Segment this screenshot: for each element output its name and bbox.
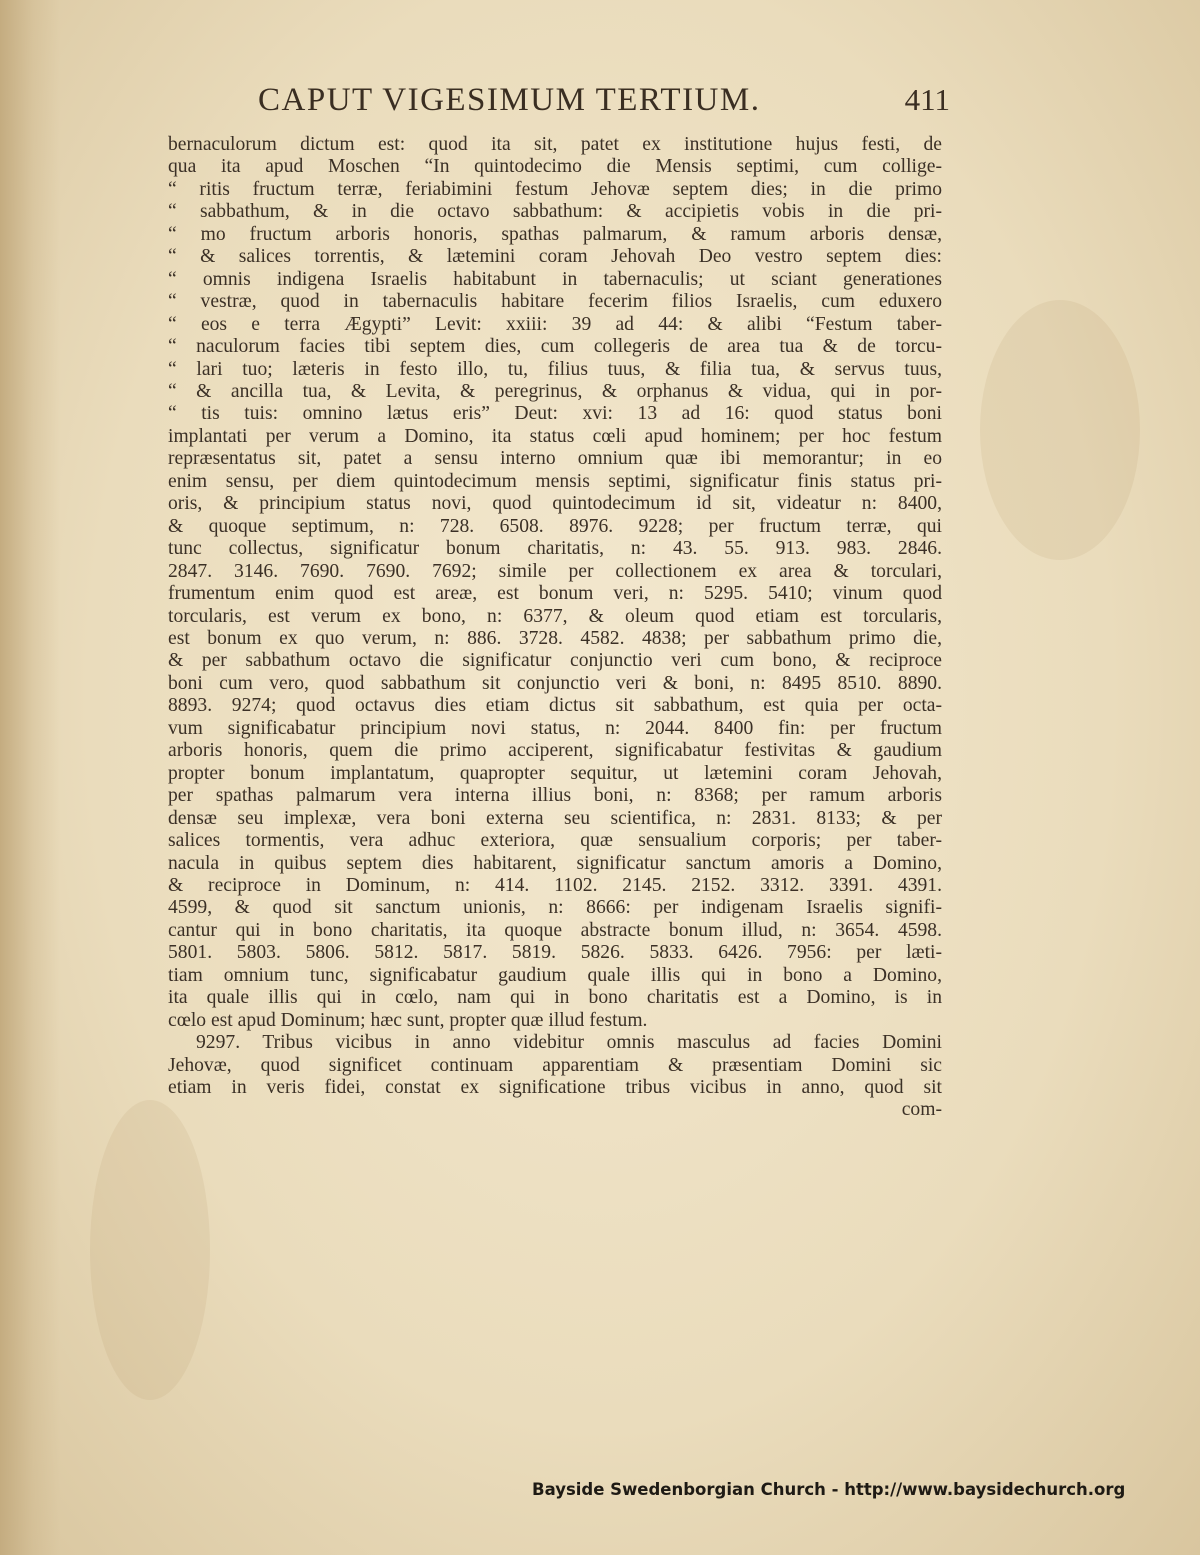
text-line: cœlo est apud Dominum; hæc sunt, propter quæ illud festum. — [168, 1009, 648, 1031]
text-line: 4599, & quod sit sanctum unionis, n: 8666: per indigenam Israelis signifi- — [168, 897, 942, 919]
text-line: “ naculorum facies tibi septem dies, cum collegeris de area tua & de torcu- — [168, 336, 942, 358]
text-line: repræsentatus sit, patet a sensu interno omnium quæ ibi memorantur; in eo — [168, 448, 942, 470]
catchword: com- — [901, 1099, 942, 1121]
text-line: cantur qui in bono charitatis, ita quoque abstracte bonum illud, n: 3654. 4598. — [168, 919, 942, 941]
text-line: per spathas palmarum vera interna illius boni, n: 8368; per ramum arboris — [168, 785, 942, 807]
text-line: “ eos e terra Ægypti” Levit: xxiii: 39 ad 44: & alibi “Festum taber- — [168, 313, 942, 335]
text-line: & quoque septimum, n: 728. 6508. 8976. 9228; per fructum terræ, qui — [168, 515, 942, 537]
text-line: enim sensu, per diem quintodecimum mensis septimi, significatur finis status pri- — [168, 470, 942, 492]
text-line: implantati per verum a Domino, ita status cœli apud hominem; per hoc festum — [168, 425, 942, 447]
text-line: qua ita apud Moschen “In quintodecimo die Mensis septimi, cum collige- — [168, 156, 942, 178]
text-line: “ lari tuo; læteris in festo illo, tu, filius tuus, & filia tua, & servus tuus, — [168, 358, 942, 380]
text-line: 2847. 3146. 7690. 7690. 7692; simile per collectionem ex area & torculari, — [168, 560, 942, 582]
text-line: est bonum ex quo verum, n: 886. 3728. 4582. 4838; per sabbathum primo die, — [168, 627, 942, 649]
paper-stain — [980, 300, 1140, 560]
footer-credit: Bayside Swedenborgian Church - http://www.baysidechurch.org — [532, 1480, 1126, 1499]
text-line: “ & ancilla tua, & Levita, & peregrinus, & orphanus & vidua, qui in por- — [168, 380, 942, 402]
text-line: vum significabatur principium novi status, n: 2044. 8400 fin: per fructum — [168, 717, 942, 739]
chapter-title: CAPUT VIGESIMUM TERTIUM. — [258, 82, 761, 118]
text-line: 8893. 9274; quod octavus dies etiam dictus sit sabbathum, est quia per octa- — [168, 695, 942, 717]
paper-stain — [90, 1100, 210, 1400]
text-line: “ & salices torrentis, & lætemini coram Jehovah Deo vestro septem dies: — [168, 246, 942, 268]
text-line: “ mo fructum arboris honoris, spathas palmarum, & ramum arboris densæ, — [168, 223, 942, 245]
text-line: nacula in quibus septem dies habitarent, significatur sanctum amoris a Domino, — [168, 852, 942, 874]
page-number: 411 — [904, 82, 950, 117]
text-line: 5801. 5803. 5806. 5812. 5817. 5819. 5826. 5833. 6426. 7956: per læti- — [168, 942, 942, 964]
gutter-shadow — [0, 0, 60, 1555]
text-line: “ sabbathum, & in die octavo sabbathum: & accipietis vobis in die pri- — [168, 201, 942, 223]
text-line: bernaculorum dictum est: quod ita sit, patet ex institutione hujus festi, de — [168, 134, 942, 155]
text-line: etiam in veris fidei, constat ex significatione tribus vicibus in anno, quod sit — [168, 1077, 942, 1099]
text-line: propter bonum implantatum, quapropter sequitur, ut lætemini coram Jehovah, — [168, 762, 942, 784]
text-line: “ omnis indigena Israelis habitabunt in tabernaculis; ut sciant generationes — [168, 268, 942, 290]
text-line: tunc collectus, significatur bonum charitatis, n: 43. 55. 913. 983. 2846. — [168, 538, 942, 560]
text-line: & per sabbathum octavo die significatur conjunctio veri cum bono, & reciproce — [168, 650, 942, 672]
paragraph-start-9297: 9297. Tribus vicibus in anno videbitur omnis masculus ad facies Domini — [196, 1032, 942, 1054]
running-head — [258, 82, 958, 128]
text-line: boni cum vero, quod sabbathum sit conjunctio veri & boni, n: 8495 8510. 8890. — [168, 672, 942, 694]
text-line: & reciproce in Dominum, n: 414. 1102. 2145. 2152. 3312. 3391. 4391. — [168, 874, 942, 896]
text-line: torcularis, est verum ex bono, n: 6377, & oleum quod etiam est torcularis, — [168, 605, 942, 627]
text-line: frumentum enim quod est areæ, est bonum veri, n: 5295. 5410; vinum quod — [168, 583, 942, 605]
text-line: oris, & principium status novi, quod quintodecimum id sit, videatur n: 8400, — [168, 493, 942, 515]
text-line: arboris honoris, quem die primo acciperent, significabatur festivitas & gaudium — [168, 740, 942, 762]
text-line: “ vestræ, quod in tabernaculis habitare fecerim filios Israelis, cum eduxero — [168, 291, 942, 313]
text-line: Jehovæ, quod significet continuam apparentiam & præsentiam Domini sic — [168, 1054, 942, 1076]
text-line: “ tis tuis: omnino lætus eris” Deut: xvi: 13 ad 16: quod status boni — [168, 403, 942, 425]
text-line: tiam omnium tunc, significabatur gaudium quale illis qui in bono a Domino, — [168, 964, 942, 986]
body-text — [168, 134, 942, 1122]
text-line: salices tormentis, vera adhuc exteriora, quæ sensualium corporis; per taber- — [168, 830, 942, 852]
text-line: densæ seu implexæ, vera boni externa seu scientifica, n: 2831. 8133; & per — [168, 807, 942, 829]
text-line: ita quale illis qui in cœlo, nam qui in bono charitatis est a Domino, is in — [168, 987, 942, 1009]
text-line: “ ritis fructum terræ, feriabimini festum Jehovæ septem dies; in die primo — [168, 178, 942, 200]
